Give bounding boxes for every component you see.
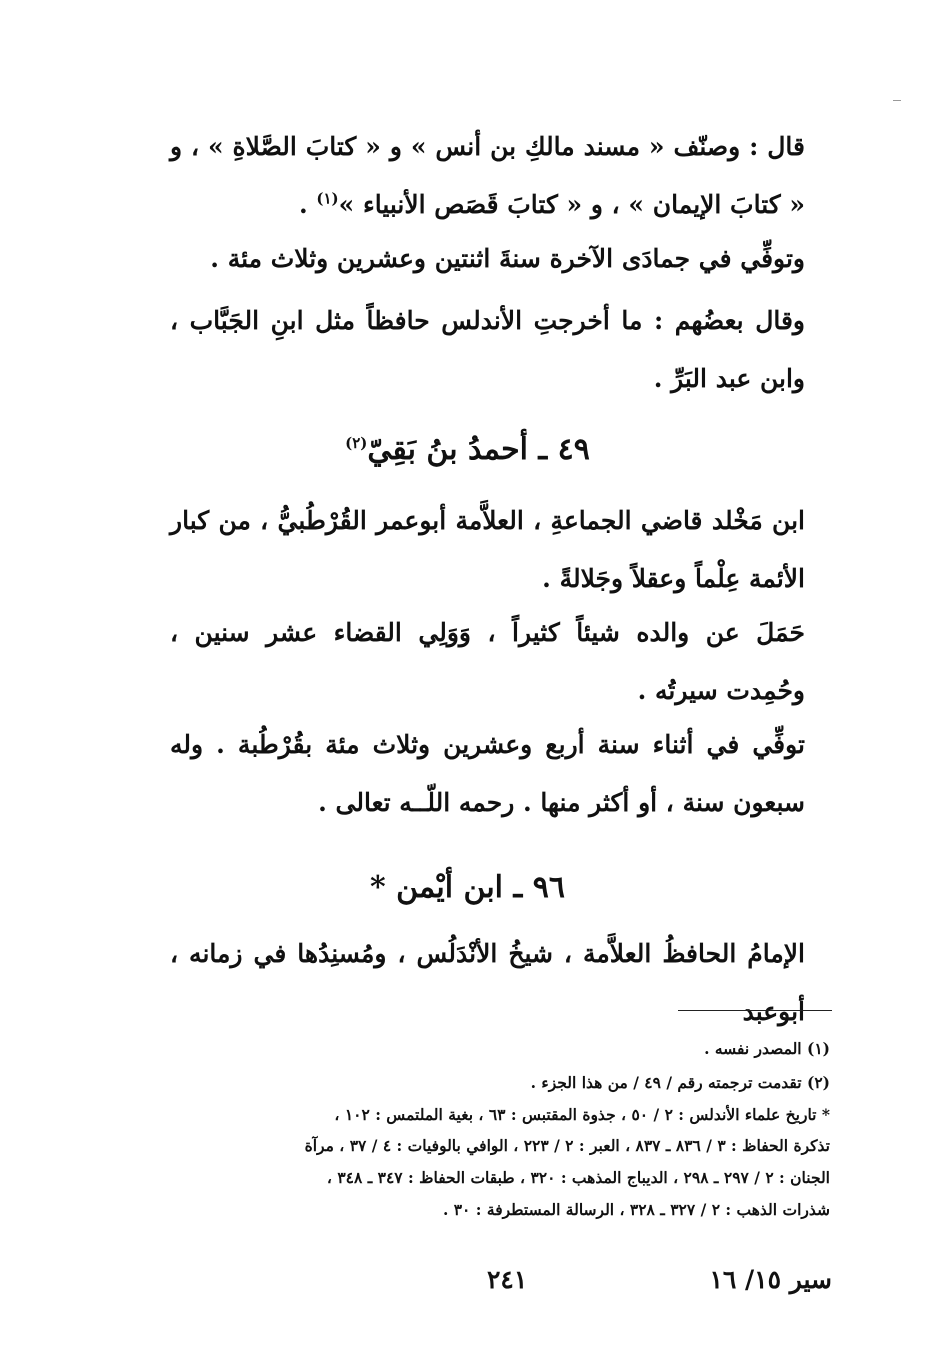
entry-heading-49 — [0, 432, 935, 467]
footnote-2: (٢) تقدمت ترجمته رقم / ٤٩ / من هذا الجزء . — [530, 1073, 830, 1092]
entry-heading-49-text: ٤٩ ـ أحمدُ بنُ بَقِيّ — [367, 432, 590, 467]
intro-paragraph-1-text: قال : وصنّف « مسند مالكِ بن أنس » و « كتابَ الصَّلاةِ » ، و « كتابَ الإيمان » ، و « كتابَ قَصَص الأنبياء » — [170, 132, 805, 219]
intro-paragraph-2: وتوفِّي في جمادَى الآخرة سنةَ اثنتين وعشرين وثلاث مئة . — [210, 244, 805, 273]
footnote-star-line-4: شذرات الذهب : ٢ / ٣٢٧ ـ ٣٢٨ ، الرسالة المستطرفة : ٣٠ . — [442, 1200, 830, 1219]
intro-paragraph-3: وقال بعضُهم : ما أخرجتِ الأندلس حافظاً مثل ابنِ الجَبَّاب ، وابن عبد البَرِّ . — [170, 306, 805, 393]
intro-paragraph-1 — [170, 118, 805, 234]
entry-49-paragraph-3: توفِّي في أثناء سنة أربع وعشرين وثلاث مئة بقُرْطُبة . وله سبعون سنة ، أو أكثر منها . رحمه اللّــه تعالى . — [170, 730, 805, 817]
entry-96-paragraph-1: الإمامُ الحافظُ العلاَّمة ، شيخُ الأنْدَلُس ، ومُسنِدُها في زمانه ، أبوعبد — [170, 939, 805, 1026]
page-number: ٢٤١ — [487, 1265, 528, 1294]
entry-49-paragraph-2: حَمَلَ عن والده شيئاً كثيراً ، وَوَلِي القضاء عشر سنين ، وحُمِدت سيرتُه . — [170, 618, 805, 705]
entry-49-paragraph-1: ابن مَخْلد قاضي الجماعةِ ، العلاَّمة أبوعمر القُرْطُبيُّ ، من كبار الأئمة عِلْماً وعقلاً وجَلالةً . — [170, 506, 805, 593]
intro-paragraph-1-end: . — [298, 190, 317, 219]
scan-mark — [893, 100, 901, 101]
entry-heading-96: ٩٦ ـ ابن أيْمن * — [370, 870, 565, 905]
footnote-star-line-1: * تاريخ علماء الأندلس : ٢ / ٥٠ ، جذوة المقتبس : ٦٣ ، بغية الملتمس : ١٠٢ ، — [334, 1105, 830, 1124]
footnote-ref-2: (٢) — [345, 434, 368, 452]
footnote-1: (١) المصدر نفسه . — [704, 1039, 830, 1058]
footnote-star-line-2: تذكرة الحفاظ : ٣ / ٨٣٦ ـ ٨٣٧ ، العبر : ٢ / ٢٢٣ ، الوافي بالوفيات : ٤ / ٣٧ ، مرآة — [304, 1136, 830, 1155]
footnote-divider — [678, 1010, 832, 1011]
footnote-ref-1: (١) — [316, 189, 339, 208]
volume-signature: سير ١٥/ ١٦ — [709, 1265, 832, 1294]
footnote-star-line-3: الجنان : ٢ / ٢٩٧ ـ ٢٩٨ ، الديباج المذهب : ٣٢٠ ، طبقات الحفاظ : ٣٤٧ ـ ٣٤٨ ، — [326, 1168, 830, 1187]
